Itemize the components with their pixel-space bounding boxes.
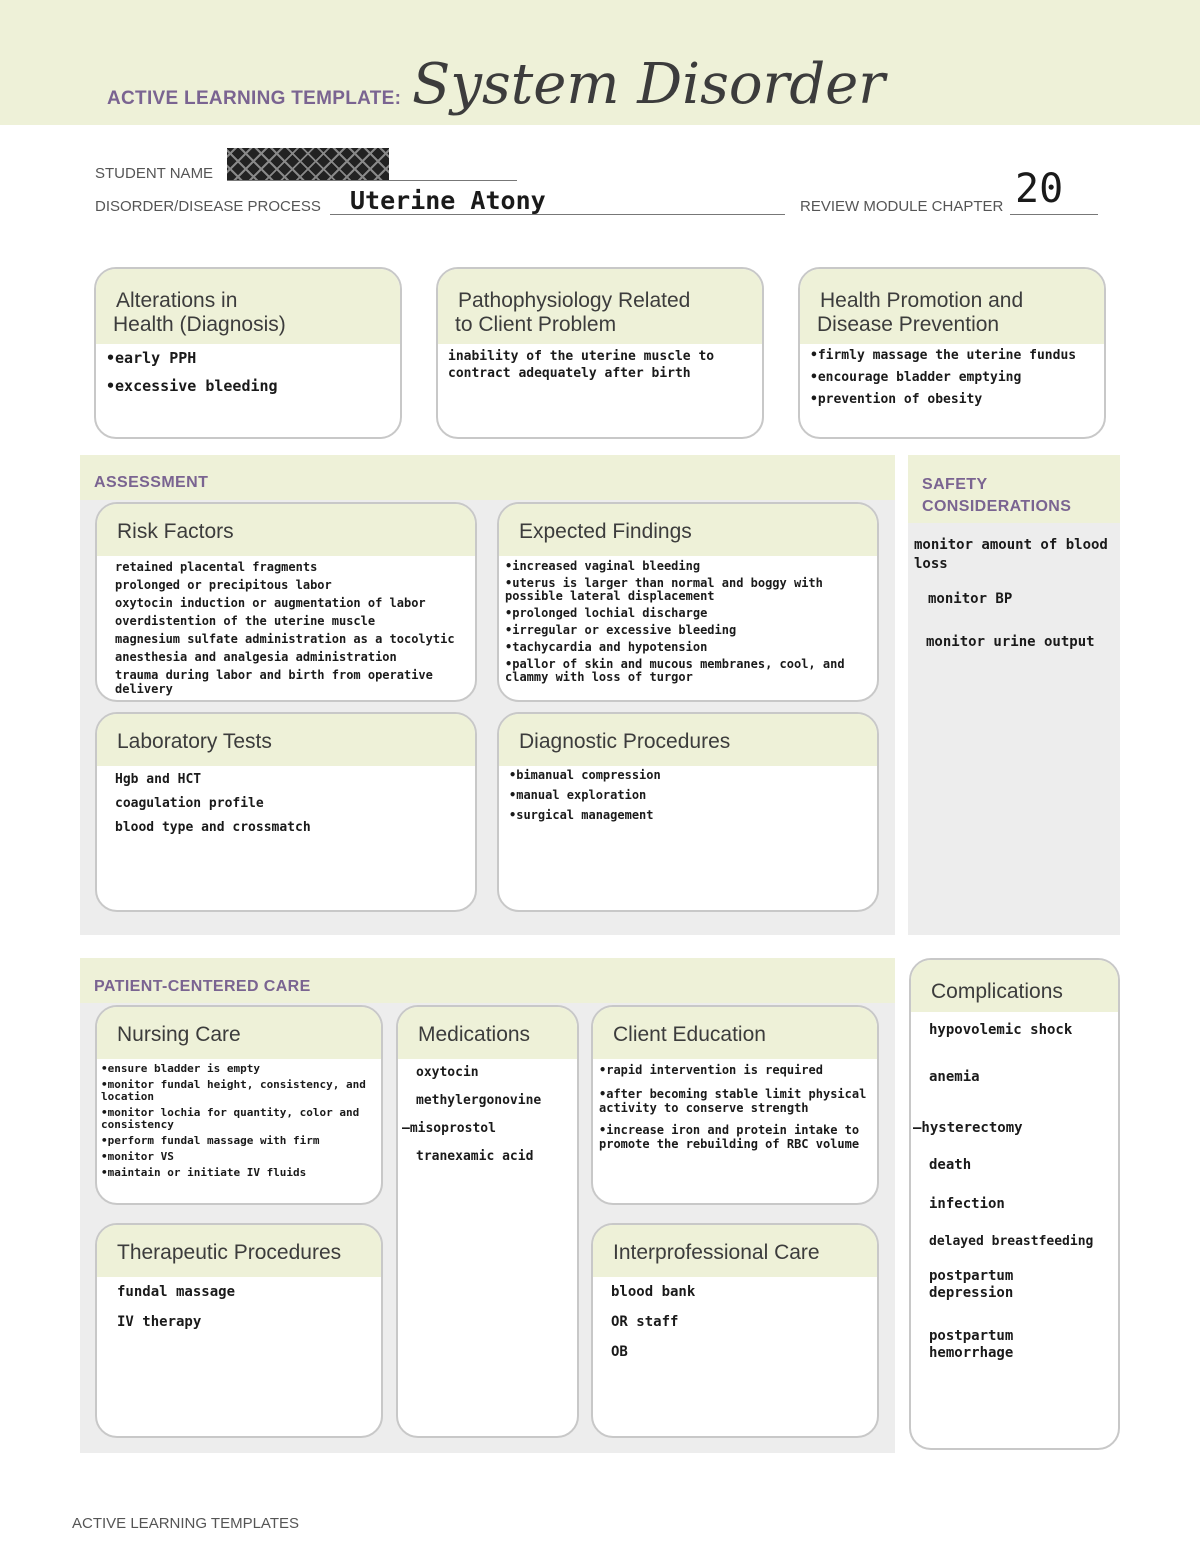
risk-factors-title: Risk Factors [97,504,475,556]
safety-label-line2: CONSIDERATIONS [922,498,1072,515]
laboratory-tests-title: Laboratory Tests [97,714,475,766]
interprofessional-care-title: Interprofessional Care [593,1225,877,1277]
pathophysiology-card [436,267,764,439]
pathophysiology-title-2: to Client Problem [455,313,617,336]
alterations-card [94,267,402,439]
expected-finding-item: •tachycardia and hypotension [505,640,708,654]
safety-label-line1: SAFETY [922,476,988,493]
complication-item: –hysterectomy [913,1120,1023,1136]
medications-title: Medications [398,1007,577,1059]
nursing-care-item: •monitor lochia for quantity, color and consistency [101,1106,366,1131]
alterations-item: •excessive bleeding [106,377,278,395]
safety-panel [908,455,1120,935]
risk-factor-item: retained placental fragments [115,560,318,574]
risk-factor-item: oxytocin induction or augmentation of labor [115,596,426,610]
health-promotion-item: •firmly massage the uterine fundus [810,348,1077,363]
pathophysiology-item: inability of the uterine muscle to contract adequately after birth [448,349,722,381]
alterations-item: •early PPH [106,349,197,367]
client-education-item: •increase iron and protein intake to promote the rebuilding of RBC volume [599,1123,867,1151]
diagnostic-procedures-title: Diagnostic Procedures [499,714,877,766]
complication-item: death [929,1157,972,1173]
expected-finding-item: •prolonged lochial discharge [505,606,708,620]
redacted-student-name [227,148,389,180]
interprofessional-care-card [591,1223,879,1438]
medications-card [396,1005,579,1438]
complication-item: infection [929,1196,1005,1212]
interprofessional-care-item: OB [611,1344,628,1360]
expected-finding-item: •increased vaginal bleeding [505,559,701,573]
nursing-care-item: •monitor VS [101,1150,174,1163]
nursing-care-title: Nursing Care [97,1007,381,1059]
assessment-label: ASSESSMENT [94,474,209,491]
alterations-title-1: Alterations in [116,289,238,312]
expected-finding-item: •pallor of skin and mucous membranes, cool, and clammy with loss of turgor [505,657,852,684]
diagnostic-procedure-item: •surgical management [509,808,654,822]
risk-factors-card [95,502,477,702]
expected-finding-item: •irregular or excessive bleeding [505,623,737,637]
client-education-item: •rapid intervention is required [599,1063,823,1077]
complications-card [909,958,1120,1450]
risk-factor-item: overdistention of the uterine muscle [115,614,376,628]
interprofessional-care-item: blood bank [611,1284,696,1300]
diagnostic-procedure-item: •manual exploration [509,788,647,802]
safety-item: monitor urine output [926,634,1095,650]
expected-finding-item: •uterus is larger than normal and boggy with possible lateral displacement [505,576,831,603]
complication-item: hypovolemic shock [929,1022,1073,1038]
diagnostic-procedure-item: •bimanual compression [509,768,661,782]
medication-item: tranexamic acid [416,1149,534,1164]
nursing-care-item: •monitor fundal height, consistency, and location [101,1078,373,1103]
lab-test-item: blood type and crossmatch [115,820,311,835]
pathophysiology-title-1: Pathophysiology Related [458,289,691,312]
complication-item: postpartum hemorrhage [929,1328,1022,1361]
student-name-label: STUDENT NAME [95,165,214,182]
chapter-value: 20 [1015,166,1064,212]
nursing-care-item: •perform fundal massage with firm [101,1134,320,1147]
laboratory-tests-card [95,712,477,912]
health-promotion-card [798,267,1106,439]
medication-item: oxytocin [416,1065,479,1080]
alterations-title-2: Health (Diagnosis) [113,313,286,336]
therapeutic-procedure-item: IV therapy [117,1314,202,1330]
template-title: System Disorder [412,52,886,117]
medication-item: –misoprostol [402,1121,496,1136]
nursing-care-item: •ensure bladder is empty [101,1062,260,1075]
health-promotion-title-2: Disease Prevention [817,313,1000,336]
client-education-item: •after becoming stable limit physical activity to conserve strength [599,1087,874,1115]
expected-findings-card [497,502,879,702]
therapeutic-procedures-card [95,1223,383,1438]
risk-factor-item: trauma during labor and birth from operative delivery [115,668,441,696]
therapeutic-procedure-item: fundal massage [117,1284,236,1300]
complication-item: postpartum depression [929,1268,1022,1301]
expected-findings-title: Expected Findings [499,504,877,556]
diagnostic-procedures-card [497,712,879,912]
complications-title: Complications [911,960,1118,1012]
medication-item: methylergonovine [416,1093,542,1108]
template-label: ACTIVE LEARNING TEMPLATE: [107,88,402,109]
safety-item: monitor amount of blood loss [914,537,1117,572]
patient-care-label: PATIENT-CENTERED CARE [94,978,311,995]
health-promotion-item: •prevention of obesity [810,392,983,407]
complication-item: anemia [929,1069,980,1085]
nursing-care-card [95,1005,383,1205]
therapeutic-procedures-title: Therapeutic Procedures [97,1225,381,1277]
client-education-card [591,1005,879,1205]
safety-items [914,536,1117,654]
interprofessional-care-item: OR staff [611,1314,679,1330]
student-name-line [227,180,517,181]
nursing-care-item: •maintain or initiate IV fluids [101,1166,307,1179]
chapter-label: REVIEW MODULE CHAPTER [800,198,1004,215]
chapter-line [1010,214,1098,215]
footer-text: ACTIVE LEARNING TEMPLATES [72,1515,299,1532]
lab-test-item: Hgb and HCT [115,772,202,787]
complication-item: delayed breastfeeding [929,1234,1094,1249]
safety-label [922,474,1071,518]
lab-test-item: coagulation profile [115,796,264,811]
disorder-label: DISORDER/DISEASE PROCESS [95,198,321,215]
client-education-title: Client Education [593,1007,877,1059]
health-promotion-title-1: Health Promotion and [820,289,1024,312]
safety-item: monitor BP [928,591,1013,607]
risk-factor-item: magnesium sulfate administration as a tocolytic [115,632,455,646]
risk-factor-item: prolonged or precipitous labor [115,578,332,592]
risk-factor-item: anesthesia and analgesia administration [115,650,397,664]
disorder-value: Uterine Atony [350,186,546,215]
health-promotion-item: •encourage bladder emptying [810,370,1022,385]
